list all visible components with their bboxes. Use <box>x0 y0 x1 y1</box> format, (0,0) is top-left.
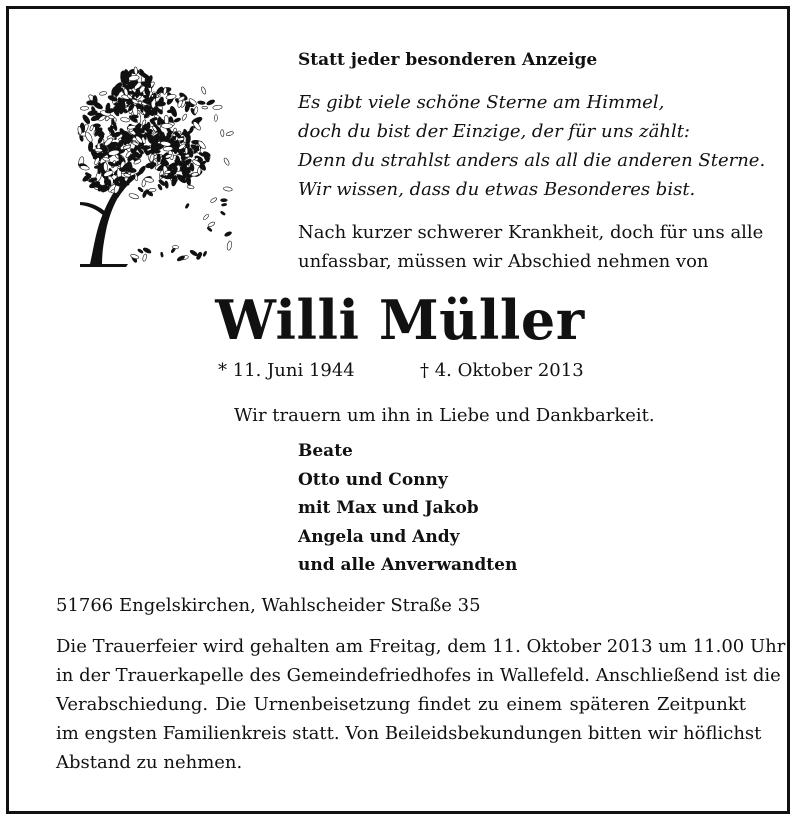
address: 51766 Engelskirchen, Wahlscheider Straße 35 <box>56 595 481 616</box>
poem-line: Es gibt viele schöne Sterne am Himmel, <box>298 92 665 113</box>
poem <box>298 88 765 204</box>
details-line: Die Trauerfeier wird gehalten am Freitag, dem 11. Oktober 2013 um 11.00 Uhr <box>56 636 786 657</box>
family-member: Beate <box>298 441 353 461</box>
family-member: mit Max und Jakob <box>298 498 479 518</box>
family-member: Otto und Conny <box>298 469 448 490</box>
details-line: Abstand zu nehmen. <box>56 752 243 773</box>
intro-line: Nach kurzer schwerer Krankheit, doch für uns alle <box>298 222 764 243</box>
windblown-tree-icon <box>50 56 235 271</box>
details-line: Verabschiedung. Die Urnenbeisetzung findet zu einem späteren Zeitpunkt <box>56 694 746 715</box>
family-member: Angela und Andy <box>298 526 460 547</box>
funeral-details <box>56 632 786 777</box>
deceased-name: Willi Müller <box>215 288 585 352</box>
poem-line: Denn du strahlst anders als all die anderen Sterne. <box>298 150 766 171</box>
poem-line: Wir wissen, dass du etwas Besonderes bist. <box>298 179 696 200</box>
birth-date: * 11. Juni 1944 <box>218 360 355 381</box>
intro-text <box>298 218 763 276</box>
family-member: und alle Anverwandten <box>298 555 518 575</box>
family-list <box>298 437 517 580</box>
details-line: im engsten Familienkreis statt. Von Beileidsbekundungen bitten wir höflichst <box>56 723 762 744</box>
details-line: in der Trauerkapelle des Gemeindefriedhofes in Wallefeld. Anschließend ist die <box>56 665 781 686</box>
death-date: † 4. Oktober 2013 <box>420 360 584 381</box>
poem-line: doch du bist der Einzige, der für uns zählt: <box>298 121 691 142</box>
intro-line: unfassbar, müssen wir Abschied nehmen von <box>298 251 709 272</box>
mourning-statement: Wir trauern um ihn in Liebe und Dankbarkeit. <box>234 405 655 426</box>
notice-headline: Statt jeder besonderen Anzeige <box>298 50 598 70</box>
